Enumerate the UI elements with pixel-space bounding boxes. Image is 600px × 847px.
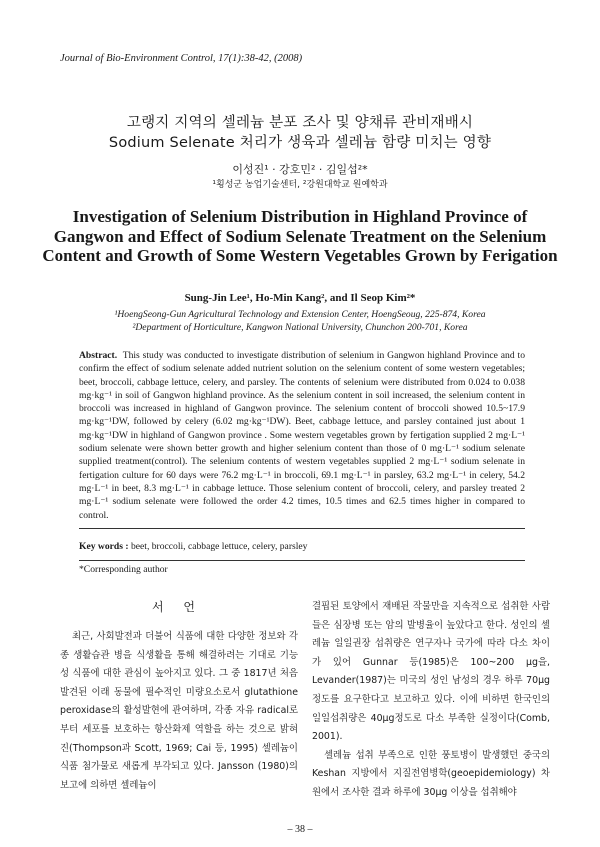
korean-title-line-2: Sodium Selenate 처리가 생육과 셀레늄 함량 미치는 영향 bbox=[108, 135, 492, 151]
keywords-label: Key words : bbox=[79, 541, 129, 552]
keywords-text: beet, broccoli, cabbage lettuce, celery, parsley bbox=[130, 541, 308, 552]
divider-bottom bbox=[79, 560, 525, 561]
keywords bbox=[79, 541, 307, 552]
english-authors: Sung-Jin Lee¹, Ho-Min Kang², and Il Seop Kim²* bbox=[184, 292, 416, 304]
right-column-paragraph-2: 셀레늄 섭취 부족으로 인한 풍토병이 발생했던 중국의 Keshan 지방에서 지질전염병학(geoepidemiology) 차원에서 조사한 결과 하루에 30μg 이상을 섭취해야 bbox=[312, 749, 550, 798]
left-column-paragraph: 최근, 사회발전과 더불어 식품에 대한 다양한 정보와 각종 생활습관 병을 식생활을 통해 해결하려는 기대로 기능성 식품에 대한 관심이 높아지고 있다. 그 중 1817년 처음 발견된 이래 동물에 필수적인 미량요소로서 glutathione peroxidase의 활성발현에 관여하며, 각종 자유 radical로 부터 세포를 보호하는 항산화제 역할을 하는 것으로 밝혀진(Thompson과 Scott, 1969; Cai 등, 1995) 셀레늄이 식품 첨가물로 새롭게 부각되고 있다. Jansson (1980)의 보고에 의하면 셀레늄이 bbox=[60, 631, 298, 791]
korean-authors: 이성진¹ · 강호민² · 김일섭²* bbox=[232, 163, 368, 176]
abstract-text: This study was conducted to investigate distribution of selenium in Gangwon highland Province and to confirm the effect of sodium selenate added nutrient solution on the selenium content of some western vegetables; beet, broccoli, cabbage lettuce, celery, and parsley. The contents of selenium were distributed from 0.024 to 0.038 mg·kg⁻¹ in soil of Gangwon highland province. As the selenium content in soil increased, the selenium content in broccoli was increased in highland of Gangwon province. The selenium content of broccoli showed 10.5~17.9 mg·kg⁻¹DW, followed by celery (6.02 mg·kg⁻¹DW). Beet, cabbage lettuce, and parsley contained just about 1 mg·kg⁻¹DW in highland of Gangwon province . Some western vegetables grown by fertigation supplied 2 mg·L⁻¹ sodium selenate were shown better growth and higher selenium content than those of 0 mg·L⁻¹ sodium selenate supplied treatment(control). The selenium contents of western vegetables supplied 2 mg·L⁻¹ sodium selenate in fertigation culture for 60 days were 76.2 mg·L⁻¹ in broccoli, 69.1 mg·L⁻¹ in parsley, 63.2 mg·L⁻¹ in celery, 54.2 mg·L⁻¹ in beet, 8.3 mg·L⁻¹ in cabbage lettuce. Those selenium content of broccoli, celery, and parsley treated 2 mg·L⁻¹ sodium selenate were followed the order 4.2 times, 10.5 times and 62.5 times higher in compared to control. bbox=[79, 350, 525, 521]
korean-title-line-1: 고랭지 지역의 셀레늄 분포 조사 및 양채류 관비재배시 bbox=[126, 115, 474, 131]
english-affiliation-2: ²Department of Horticulture, Kangwon National University, Chunchon 200-701, Korea bbox=[132, 322, 468, 333]
section-title-introduction: 서 언 bbox=[152, 600, 203, 614]
corresponding-author-note: *Corresponding author bbox=[79, 564, 168, 575]
abstract bbox=[79, 349, 525, 522]
english-title: Investigation of Selenium Distribution in Highland Province of Gangwon and Effect of Sodium Selenate Treatment on the Selenium Content and Growth of Some Western Vegetables Grown by Ferigation bbox=[42, 207, 558, 265]
right-column bbox=[312, 598, 550, 803]
journal-citation: Journal of Bio-Environment Control, 17(1):38-42, (2008) bbox=[60, 53, 303, 64]
korean-affiliations: ¹횡성군 농업기술센터, ²강원대학교 원예학과 bbox=[212, 180, 388, 190]
abstract-label: Abstract. bbox=[79, 350, 118, 361]
english-affiliation-1: ¹HoengSeong-Gun Agricultural Technology and Extension Center, HoengSeoug, 225-874, Korea bbox=[114, 309, 486, 320]
left-column bbox=[60, 628, 298, 795]
right-column-paragraph-1: 결핍된 토양에서 재배된 작물만을 지속적으로 섭취한 사람들은 심장병 또는 암의 발병율이 높았다고 한다. 성인의 셀레늄 일일권장 섭취량은 연구자나 국가에 따라 다소 차이가 있어 Gunnar 등(1985)은 100~200 μg을, Levander(1987)는 미국의 성인 남성의 경우 하루 70μg 정도를 요구한다고 보고하고 있다. 이에 비하면 한국인의 일일섭취량은 40μg정도로 다소 부족한 실정이다(Comb, 2001). bbox=[312, 601, 550, 743]
page-number: – 38 – bbox=[287, 824, 313, 835]
divider-top bbox=[79, 528, 525, 529]
